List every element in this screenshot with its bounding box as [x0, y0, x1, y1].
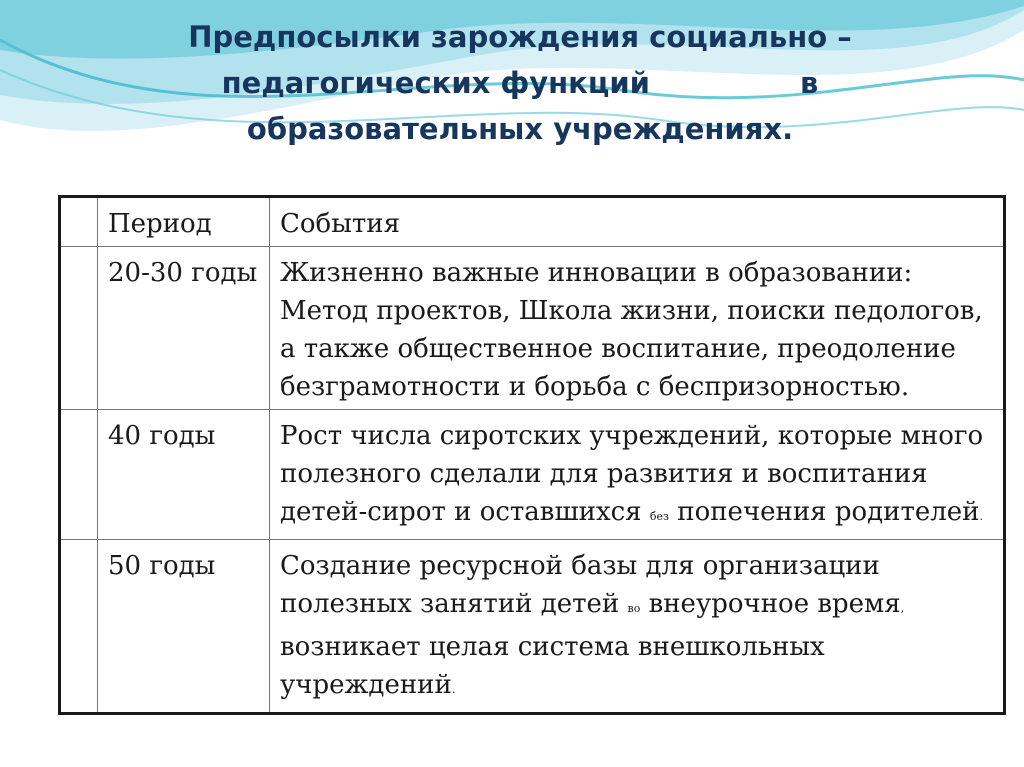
events-text-small: ,	[900, 602, 905, 615]
events-text-small: .	[979, 510, 983, 523]
events-table	[58, 195, 1006, 715]
table-cell-empty	[60, 410, 98, 540]
title-line-3: образовательных учреждениях.	[246, 112, 794, 146]
table-row	[60, 410, 1005, 540]
title-line-2	[120, 60, 920, 106]
events-text: Создание ресурсной базы для организации полезных занятий детей	[280, 551, 880, 619]
header-events: События	[270, 197, 1005, 247]
events-text: внеурочное время	[648, 589, 901, 619]
title-line-2-main: педагогических функций	[221, 66, 650, 100]
events-text-small: .	[451, 683, 456, 696]
table-row	[60, 247, 1005, 410]
events-cell	[270, 540, 1005, 714]
table-cell-empty	[60, 247, 98, 410]
header-period: Период	[98, 197, 270, 247]
table-cell-empty	[60, 540, 98, 714]
events-text: попечения родителей	[677, 497, 980, 527]
events-text: возникает целая система внешкольных учреждений	[280, 632, 825, 700]
table-row	[60, 540, 1005, 714]
events-text: Рост числа сиротских учреждений, которые много полезного сделали для развития и воспитания детей-сирот и оставшихся	[280, 421, 984, 527]
table-header-row	[60, 197, 1005, 247]
page-title	[120, 14, 920, 152]
events-text-small: во	[627, 602, 641, 615]
events-text-small: без	[649, 510, 669, 523]
events-cell	[270, 410, 1005, 540]
title-line-1: Предпосылки зарождения социально –	[188, 20, 852, 54]
table-cell-empty	[60, 197, 98, 247]
period-cell: 40 годы	[98, 410, 270, 540]
events-cell: Жизненно важные инновации в образовании: Метод проектов, Школа жизни, поиски педологов, а также общественное воспитание, преодоление безграмотности и борьба с беспризорностью.	[270, 247, 1005, 410]
period-cell: 20-30 годы	[98, 247, 270, 410]
title-line-2-end: в	[800, 66, 819, 100]
period-cell: 50 годы	[98, 540, 270, 714]
